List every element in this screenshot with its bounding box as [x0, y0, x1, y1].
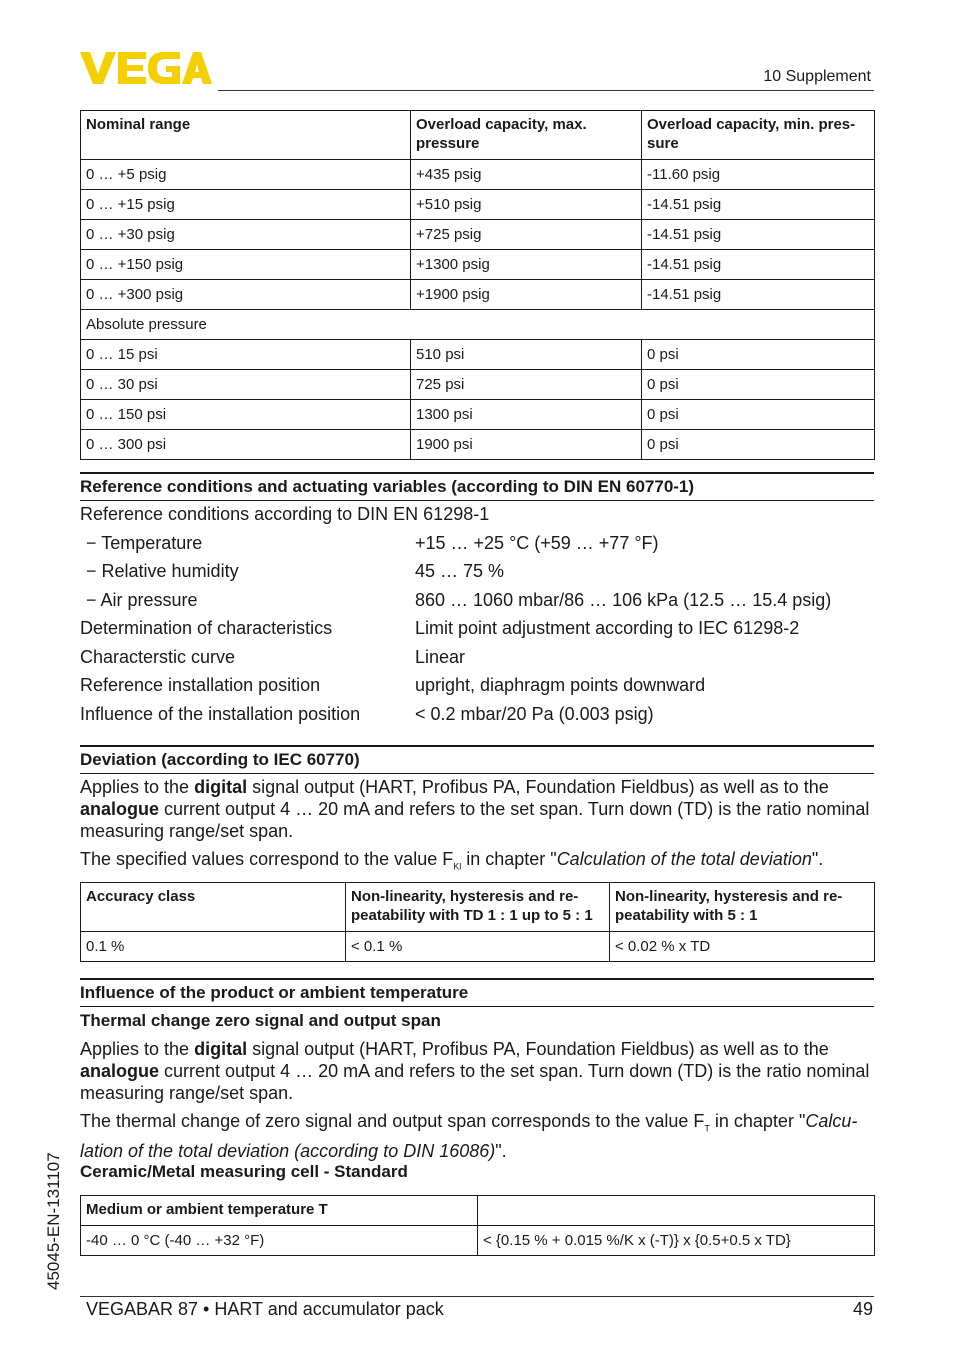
document-id: 45045-EN-131107: [44, 1152, 63, 1290]
spec-label: Influence of the installation position: [80, 704, 361, 724]
spec-label: Characterstic curve: [80, 647, 236, 667]
reference-conditions-heading: Reference conditions and actuating variables (according to DIN EN 60770-1): [80, 472, 874, 501]
influence-heading: Influence of the product or ambient temperature: [80, 978, 874, 1007]
header-overload-max: Overload capacity, max. pressure: [411, 111, 642, 160]
spec-label: Determination of characteristics: [80, 618, 333, 638]
table-cell: 725 psi: [411, 370, 642, 400]
table-cell: < 0.1 %: [346, 932, 610, 962]
table-cell: 0 … +15 psig: [81, 190, 411, 220]
header-nonlinearity-td1-5: Non-linearity, hysteresis and re-peatability with TD 1 : 1 up to 5 : 1: [346, 883, 610, 932]
spec-value: < 0.2 mbar/20 Pa (0.003 psig): [415, 704, 654, 724]
table-row: [81, 220, 875, 250]
spec-value: +15 … +25 °C (+59 … +77 °F): [415, 533, 659, 553]
table-cell: +435 psig: [411, 160, 642, 190]
table-header-row: [81, 883, 875, 932]
absolute-pressure-label: Absolute pressure: [81, 310, 875, 340]
table-row: [81, 340, 875, 370]
header-temperature: Medium or ambient temperature T: [81, 1196, 478, 1226]
table-header-row: [81, 1196, 875, 1226]
overload-pressure-table: [80, 110, 875, 460]
table-cell: 0 … +150 psig: [81, 250, 411, 280]
table-row: [81, 370, 875, 400]
spec-value: Linear: [415, 647, 466, 667]
footer-title: VEGABAR 87 • HART and accumulator pack: [86, 1299, 444, 1319]
table-cell: < 0.02 % x TD: [610, 932, 875, 962]
header-accuracy-class: Accuracy class: [81, 883, 346, 932]
table-cell: +1900 psig: [411, 280, 642, 310]
table-cell: 0 psi: [642, 430, 875, 460]
table-cell: +1300 psig: [411, 250, 642, 280]
page-number: 49: [852, 1299, 873, 1319]
table-cell: 0 … 15 psi: [81, 340, 411, 370]
table-cell: -14.51 psig: [642, 190, 875, 220]
table-row: [81, 250, 875, 280]
thermal-reference-note: The thermal change of zero signal and output span corresponds to the value $F_T$ in chapter "Calcu-lation of the total deviation (according to DIN 16086)".: [80, 1111, 858, 1161]
footer-rule: [80, 1296, 874, 1297]
table-cell: 0 … 300 psi: [81, 430, 411, 460]
deviation-heading: Deviation (according to IEC 60770): [80, 745, 874, 774]
table-row: [81, 280, 875, 310]
table-cell: -14.51 psig: [642, 280, 875, 310]
table-cell: -14.51 psig: [642, 250, 875, 280]
header-overload-min: Overload capacity, min. pres-sure: [642, 111, 875, 160]
table-header-row: [81, 111, 875, 160]
spec-label: − Air pressure: [86, 590, 198, 610]
table-cell: 1300 psi: [411, 400, 642, 430]
spec-label: Reference installation position: [80, 675, 321, 695]
table-group-row: [81, 310, 875, 340]
table-cell: +510 psig: [411, 190, 642, 220]
table-row: [81, 932, 875, 962]
table-row: [81, 1226, 875, 1256]
temperature-table: [80, 1195, 875, 1256]
table-cell: -14.51 psig: [642, 220, 875, 250]
header-nonlinearity-td5: Non-linearity, hysteresis and re-peatability with 5 : 1: [610, 883, 875, 932]
spec-value: 860 … 1060 mbar/86 … 106 kPa (12.5 … 15.4 psig): [415, 590, 832, 610]
table-cell: +725 psig: [411, 220, 642, 250]
spec-label: − Relative humidity: [86, 561, 239, 581]
deviation-reference-note: The specified values correspond to the value $F_{Kl}$ in chapter "Calculation of the total deviation".: [80, 849, 824, 872]
table-row: [81, 160, 875, 190]
table-row: [81, 190, 875, 220]
table-cell: 0 psi: [642, 400, 875, 430]
accuracy-table: [80, 882, 875, 962]
table-cell: < {0.15 % + 0.015 %/K x (-T)} x {0.5+0.5 x TD}: [478, 1226, 875, 1256]
table-cell: 0 psi: [642, 340, 875, 370]
table-cell: -40 … 0 °C (-40 … +32 °F): [81, 1226, 478, 1256]
table-cell: 0 … +5 psig: [81, 160, 411, 190]
spec-value: 45 … 75 %: [415, 561, 505, 581]
header-rule: [218, 90, 874, 91]
vega-logo: [80, 50, 212, 86]
spec-label: − Temperature: [86, 533, 203, 553]
table-cell: 0 … 30 psi: [81, 370, 411, 400]
table-cell: 0 … +300 psig: [81, 280, 411, 310]
reference-intro: Reference conditions according to DIN EN 61298-1: [80, 504, 490, 524]
header-empty: [478, 1196, 875, 1226]
table-cell: 0 … +30 psig: [81, 220, 411, 250]
table-cell: 0 psi: [642, 370, 875, 400]
thermal-change-subheading: Thermal change zero signal and output span: [80, 1011, 441, 1030]
table-cell: -11.60 psig: [642, 160, 875, 190]
table-cell: 510 psi: [411, 340, 642, 370]
spec-value: Limit point adjustment according to IEC 61298-2: [415, 618, 800, 638]
table-cell: 0.1 %: [81, 932, 346, 962]
deviation-paragraph: Applies to the digital signal output (HART, Profibus PA, Foundation Fieldbus) as well as to the analogue current output 4 … 20 mA and refers to the set span. Turn down (TD) is the ratio nominal measuring range/set span.: [80, 777, 870, 841]
table-cell: 1900 psi: [411, 430, 642, 460]
influence-paragraph: Applies to the digital signal output (HART, Profibus PA, Foundation Fieldbus) as well as to the analogue current output 4 … 20 mA and refers to the set span. Turn down (TD) is the ratio nominal measuring range/set span.: [80, 1039, 870, 1103]
spec-value: upright, diaphragm points downward: [415, 675, 706, 695]
section-label: 10 Supplement: [763, 68, 871, 85]
header-nominal-range: Nominal range: [81, 111, 411, 160]
table-row: [81, 430, 875, 460]
measuring-cell-heading: Ceramic/Metal measuring cell - Standard: [80, 1162, 408, 1181]
table-row: [81, 400, 875, 430]
table-cell: 0 … 150 psi: [81, 400, 411, 430]
